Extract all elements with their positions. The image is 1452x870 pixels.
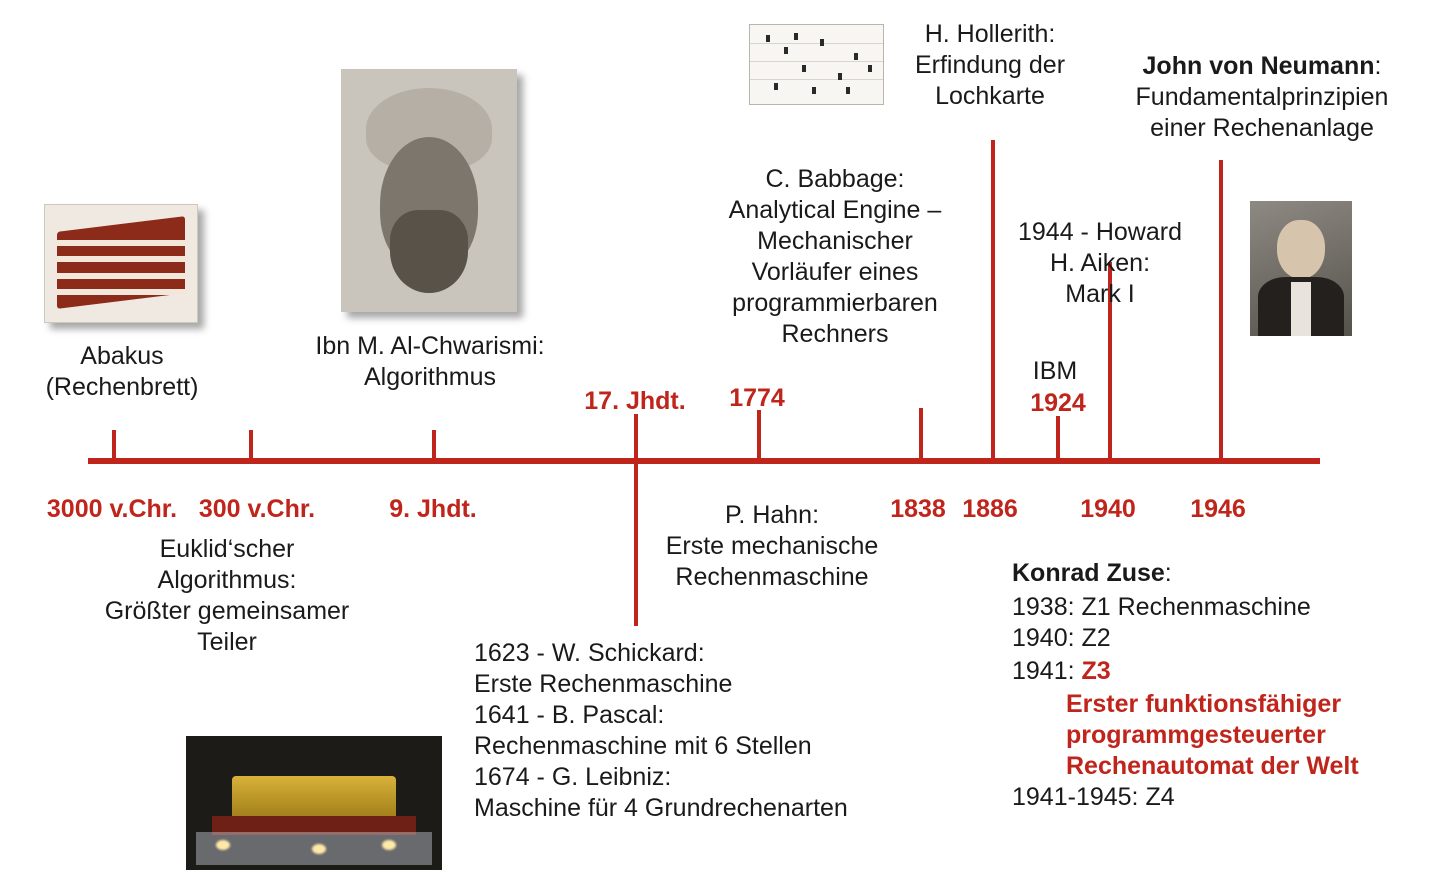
entry-zuse-z3-prefix: 1941: xyxy=(1012,656,1082,685)
entry-zuse-highlight2: programmgesteuerter xyxy=(1066,721,1326,749)
tick-9-jhdt xyxy=(432,430,436,464)
entry-babbage-line5: programmierbaren xyxy=(732,289,938,317)
john-von-neumann-portrait xyxy=(1250,201,1352,336)
entry-zuse-colon: : xyxy=(1164,559,1172,587)
entry-hollerith xyxy=(880,19,1100,112)
entry-zuse-z2: 1940: Z2 xyxy=(1012,623,1111,652)
entry-alchwarismi-line2: Algorithmus xyxy=(364,363,496,391)
entry-hollerith-line1: H. Hollerith: xyxy=(924,20,1056,48)
entry-abakus-line1: Abakus xyxy=(80,342,164,370)
abacus-photo xyxy=(44,204,198,323)
entry-babbage-line4: Vorläufer eines xyxy=(751,258,919,286)
entry-ibm-label: IBM xyxy=(1032,357,1078,385)
axis-label-1886: 1886 xyxy=(962,495,1018,523)
entry-leibniz-line1: 1674 - G. Leibniz: xyxy=(474,763,672,791)
entry-konrad-zuse xyxy=(1012,556,1432,813)
tick-300-vchr xyxy=(249,430,253,464)
entry-abakus-line2: (Rechenbrett) xyxy=(45,373,199,401)
entry-leibniz-line2: Maschine für 4 Grundrechenarten xyxy=(474,794,848,822)
entry-euklid-line1: Euklid‘scher xyxy=(159,535,295,563)
entry-euklid xyxy=(42,534,412,658)
axis-label-300-vchr: 300 v.Chr. xyxy=(198,495,316,523)
axis-label-1774: 1774 xyxy=(729,384,785,412)
tick-1946 xyxy=(1219,160,1223,464)
entry-von-neumann-line2: Fundamentalprinzipien xyxy=(1135,83,1389,111)
entry-hollerith-line2: Erfindung der xyxy=(914,51,1066,79)
axis-label-17-jhdt: 17. Jhdt. xyxy=(584,387,686,415)
entry-zuse-highlight3: Rechenautomat der Welt xyxy=(1066,752,1359,780)
timeline-axis xyxy=(88,458,1320,464)
entry-alchwarismi-line1: Ibn M. Al-Chwarismi: xyxy=(315,332,545,360)
entry-aiken xyxy=(995,217,1205,310)
entry-schickard-pascal-leibniz xyxy=(474,638,944,824)
axis-label-1940: 1940 xyxy=(1080,495,1136,523)
leader-17-jhdt xyxy=(634,414,638,626)
entry-hahn-line1: P. Hahn: xyxy=(724,501,820,529)
entry-zuse-name: Konrad Zuse xyxy=(1012,559,1165,587)
entry-babbage xyxy=(690,164,980,350)
entry-babbage-line6: Rechners xyxy=(781,320,889,348)
entry-von-neumann-headline xyxy=(1088,51,1436,82)
entry-euklid-line2: Algorithmus: xyxy=(157,566,297,594)
entry-euklid-line4: Teiler xyxy=(197,628,257,656)
punch-card-photo xyxy=(749,24,884,105)
entry-hahn-line3: Rechenmaschine xyxy=(675,563,869,591)
axis-label-3000-vchr: 3000 v.Chr. xyxy=(46,495,178,523)
leader-1774 xyxy=(757,410,761,464)
entry-von-neumann-colon: : xyxy=(1374,52,1382,80)
entry-abakus xyxy=(0,341,244,403)
entry-zuse-highlight1: Erster funktionsfähiger xyxy=(1066,690,1342,718)
leibniz-calculating-machine-photo xyxy=(186,736,442,870)
axis-label-1924: 1924 xyxy=(1030,389,1086,417)
tick-1924 xyxy=(1056,416,1060,464)
entry-von-neumann-name: John von Neumann xyxy=(1142,52,1375,80)
entry-aiken-line3: Mark I xyxy=(1065,280,1135,308)
entry-von-neumann xyxy=(1088,51,1436,144)
entry-babbage-line3: Mechanischer xyxy=(757,227,913,255)
entry-von-neumann-line3: einer Rechenanlage xyxy=(1150,114,1374,142)
tick-3000-vchr xyxy=(112,430,116,464)
axis-label-1946: 1946 xyxy=(1190,495,1246,523)
axis-label-1838: 1838 xyxy=(890,495,946,523)
tick-1838 xyxy=(919,408,923,464)
entry-babbage-line1: C. Babbage: xyxy=(765,165,905,193)
entry-euklid-line3: Größter gemeinsamer xyxy=(104,597,350,625)
entry-schickard-line2: Erste Rechenmaschine xyxy=(474,670,733,698)
entry-zuse-z1: 1938: Z1 Rechenmaschine xyxy=(1012,592,1311,621)
entry-hahn-line2: Erste mechanische xyxy=(665,532,879,560)
al-chwarismi-engraving xyxy=(341,69,517,312)
axis-label-9-jhdt: 9. Jhdt. xyxy=(389,495,477,523)
entry-pascal-line1: 1641 - B. Pascal: xyxy=(474,701,665,729)
entry-aiken-line1: 1944 - Howard xyxy=(1018,218,1182,246)
entry-pascal-line2: Rechenmaschine mit 6 Stellen xyxy=(474,732,812,760)
entry-aiken-line2: H. Aiken: xyxy=(1049,249,1151,277)
entry-zuse-z4: 1941-1945: Z4 xyxy=(1012,783,1175,811)
entry-zuse-headline xyxy=(1012,556,1432,592)
entry-hahn xyxy=(642,500,902,593)
entry-babbage-line2: Analytical Engine – xyxy=(728,196,942,224)
entry-schickard-line1: 1623 - W. Schickard: xyxy=(474,639,705,667)
entry-hollerith-line3: Lochkarte xyxy=(935,82,1045,110)
entry-zuse-z3-value: Z3 xyxy=(1081,656,1111,685)
entry-zuse-z3 xyxy=(1012,654,1432,690)
entry-alchwarismi xyxy=(270,331,590,393)
